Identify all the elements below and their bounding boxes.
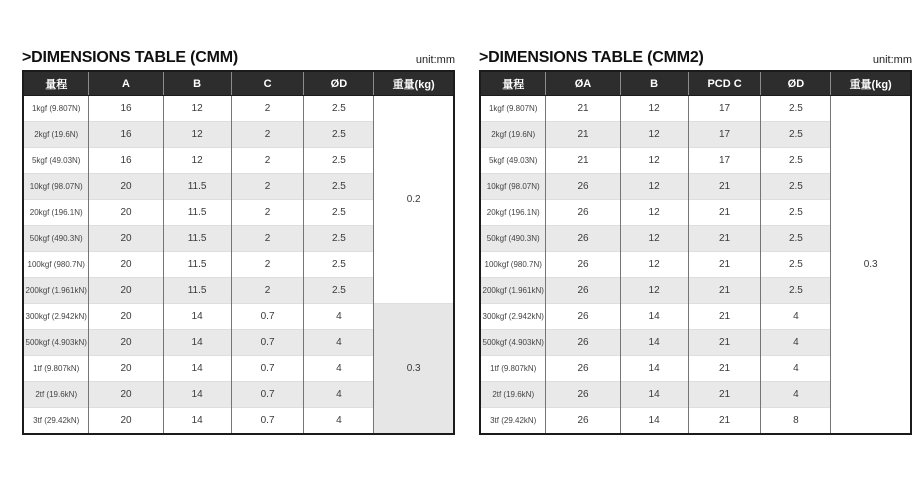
weight-cell: 0.3 [374, 304, 454, 435]
value-cell: 21 [688, 174, 761, 200]
value-cell: 21 [688, 304, 761, 330]
range-cell: 50kgf (490.3N) [480, 226, 546, 252]
value-cell: 26 [546, 200, 620, 226]
range-cell: 2tf (19.6kN) [23, 382, 89, 408]
value-cell: 12 [620, 174, 688, 200]
value-cell: 16 [89, 122, 163, 148]
value-cell: 2 [231, 174, 304, 200]
value-cell: 21 [688, 252, 761, 278]
column-header: 重量(kg) [374, 71, 454, 96]
value-cell: 0.7 [231, 304, 304, 330]
value-cell: 2.5 [304, 174, 374, 200]
value-cell: 20 [89, 356, 163, 382]
column-header: ØD [761, 71, 831, 96]
value-cell: 2.5 [304, 252, 374, 278]
value-cell: 17 [688, 122, 761, 148]
dimensions-table-cmm2-block [479, 46, 912, 435]
value-cell: 26 [546, 330, 620, 356]
value-cell: 0.7 [231, 408, 304, 435]
value-cell: 4 [304, 382, 374, 408]
range-cell: 5kgf (49.03N) [23, 148, 89, 174]
weight-cell: 0.3 [831, 96, 911, 435]
value-cell: 17 [688, 96, 761, 122]
table-row [480, 96, 911, 122]
value-cell: 21 [688, 200, 761, 226]
value-cell: 20 [89, 252, 163, 278]
value-cell: 12 [620, 96, 688, 122]
value-cell: 26 [546, 408, 620, 435]
value-cell: 2 [231, 226, 304, 252]
header-row [480, 71, 911, 96]
value-cell: 4 [761, 330, 831, 356]
value-cell: 26 [546, 356, 620, 382]
value-cell: 2.5 [761, 122, 831, 148]
value-cell: 11.5 [163, 278, 231, 304]
value-cell: 16 [89, 96, 163, 122]
value-cell: 12 [620, 148, 688, 174]
cmm-dimensions-table [22, 70, 455, 435]
range-cell: 300kgf (2.942kN) [23, 304, 89, 330]
value-cell: 26 [546, 226, 620, 252]
value-cell: 21 [688, 382, 761, 408]
value-cell: 2.5 [304, 148, 374, 174]
value-cell: 21 [688, 408, 761, 435]
unit-label-cmm: unit:mm [415, 54, 455, 66]
value-cell: 4 [304, 408, 374, 435]
value-cell: 14 [163, 356, 231, 382]
value-cell: 2.5 [304, 96, 374, 122]
value-cell: 20 [89, 200, 163, 226]
value-cell: 11.5 [163, 174, 231, 200]
value-cell: 14 [163, 330, 231, 356]
value-cell: 26 [546, 252, 620, 278]
range-cell: 20kgf (196.1N) [480, 200, 546, 226]
column-header: 重量(kg) [831, 71, 911, 96]
column-header: 量程 [23, 71, 89, 96]
value-cell: 21 [546, 148, 620, 174]
range-cell: 500kgf (4.903kN) [23, 330, 89, 356]
value-cell: 4 [761, 382, 831, 408]
range-cell: 100kgf (980.7N) [480, 252, 546, 278]
column-header: 量程 [480, 71, 546, 96]
range-cell: 10kgf (98.07N) [480, 174, 546, 200]
table-header-row-cmm2 [479, 46, 912, 67]
value-cell: 11.5 [163, 226, 231, 252]
value-cell: 20 [89, 304, 163, 330]
value-cell: 2.5 [304, 226, 374, 252]
value-cell: 12 [620, 200, 688, 226]
value-cell: 21 [546, 96, 620, 122]
value-cell: 12 [620, 122, 688, 148]
range-cell: 20kgf (196.1N) [23, 200, 89, 226]
value-cell: 20 [89, 278, 163, 304]
value-cell: 21 [688, 330, 761, 356]
value-cell: 20 [89, 382, 163, 408]
column-header: ØD [304, 71, 374, 96]
value-cell: 8 [761, 408, 831, 435]
value-cell: 20 [89, 408, 163, 435]
value-cell: 21 [546, 122, 620, 148]
range-cell: 2tf (19.6kN) [480, 382, 546, 408]
value-cell: 2.5 [761, 278, 831, 304]
column-header: B [620, 71, 688, 96]
range-cell: 2kgf (19.6N) [480, 122, 546, 148]
value-cell: 4 [304, 356, 374, 382]
value-cell: 2.5 [304, 200, 374, 226]
table-title-cmm: >DIMENSIONS TABLE (CMM) [22, 49, 238, 66]
value-cell: 26 [546, 278, 620, 304]
value-cell: 2 [231, 148, 304, 174]
value-cell: 11.5 [163, 200, 231, 226]
value-cell: 14 [620, 382, 688, 408]
range-cell: 1kgf (9.807N) [23, 96, 89, 122]
unit-label-cmm2: unit:mm [872, 54, 912, 66]
value-cell: 4 [304, 330, 374, 356]
value-cell: 2.5 [304, 278, 374, 304]
value-cell: 0.7 [231, 382, 304, 408]
value-cell: 12 [163, 122, 231, 148]
value-cell: 12 [163, 96, 231, 122]
value-cell: 4 [761, 304, 831, 330]
value-cell: 2.5 [761, 226, 831, 252]
range-cell: 1kgf (9.807N) [480, 96, 546, 122]
table-row [23, 96, 454, 122]
range-cell: 500kgf (4.903kN) [480, 330, 546, 356]
column-header: C [231, 71, 304, 96]
value-cell: 20 [89, 226, 163, 252]
table-title-cmm2: >DIMENSIONS TABLE (CMM2) [479, 49, 704, 66]
cmm2-dimensions-table [479, 70, 912, 435]
value-cell: 14 [620, 330, 688, 356]
value-cell: 11.5 [163, 252, 231, 278]
value-cell: 2.5 [761, 148, 831, 174]
range-cell: 2kgf (19.6N) [23, 122, 89, 148]
table-header-row-cmm [22, 46, 455, 67]
value-cell: 21 [688, 226, 761, 252]
range-cell: 5kgf (49.03N) [480, 148, 546, 174]
column-header: B [163, 71, 231, 96]
value-cell: 2 [231, 200, 304, 226]
value-cell: 21 [688, 356, 761, 382]
range-cell: 200kgf (1.961kN) [480, 278, 546, 304]
value-cell: 2.5 [761, 252, 831, 278]
value-cell: 2.5 [304, 122, 374, 148]
value-cell: 2.5 [761, 200, 831, 226]
value-cell: 14 [620, 408, 688, 435]
value-cell: 2 [231, 96, 304, 122]
value-cell: 12 [163, 148, 231, 174]
value-cell: 2.5 [761, 174, 831, 200]
table-row [23, 304, 454, 330]
range-cell: 1tf (9.807kN) [480, 356, 546, 382]
value-cell: 16 [89, 148, 163, 174]
value-cell: 12 [620, 252, 688, 278]
column-header: A [89, 71, 163, 96]
value-cell: 0.7 [231, 356, 304, 382]
range-cell: 3tf (29.42kN) [480, 408, 546, 435]
range-cell: 300kgf (2.942kN) [480, 304, 546, 330]
value-cell: 14 [163, 304, 231, 330]
value-cell: 20 [89, 174, 163, 200]
value-cell: 21 [688, 278, 761, 304]
value-cell: 14 [620, 304, 688, 330]
value-cell: 14 [163, 408, 231, 435]
weight-cell: 0.2 [374, 96, 454, 304]
value-cell: 17 [688, 148, 761, 174]
value-cell: 14 [163, 382, 231, 408]
value-cell: 20 [89, 330, 163, 356]
value-cell: 26 [546, 382, 620, 408]
value-cell: 12 [620, 226, 688, 252]
value-cell: 2 [231, 252, 304, 278]
range-cell: 10kgf (98.07N) [23, 174, 89, 200]
value-cell: 0.7 [231, 330, 304, 356]
value-cell: 26 [546, 304, 620, 330]
value-cell: 4 [304, 304, 374, 330]
range-cell: 200kgf (1.961kN) [23, 278, 89, 304]
value-cell: 12 [620, 278, 688, 304]
range-cell: 50kgf (490.3N) [23, 226, 89, 252]
dimensions-table-cmm-block [22, 46, 455, 435]
value-cell: 14 [620, 356, 688, 382]
range-cell: 3tf (29.42kN) [23, 408, 89, 435]
value-cell: 2.5 [761, 96, 831, 122]
value-cell: 26 [546, 174, 620, 200]
range-cell: 1tf (9.807kN) [23, 356, 89, 382]
value-cell: 2 [231, 278, 304, 304]
value-cell: 4 [761, 356, 831, 382]
range-cell: 100kgf (980.7N) [23, 252, 89, 278]
column-header: PCD C [688, 71, 761, 96]
value-cell: 2 [231, 122, 304, 148]
column-header: ØA [546, 71, 620, 96]
header-row [23, 71, 454, 96]
